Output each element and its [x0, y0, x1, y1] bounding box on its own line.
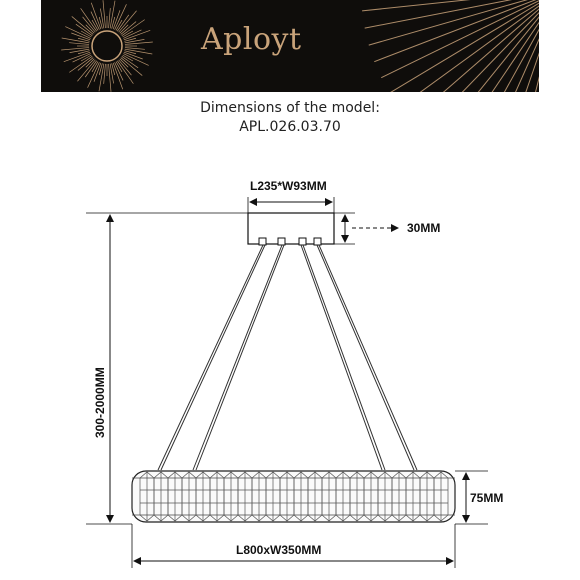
- suspension-height-label: 300-2000MM: [93, 367, 107, 438]
- canopy-dimension-label: L235*W93MM: [250, 179, 327, 193]
- model-number: APL.026.03.70: [239, 119, 341, 135]
- canopy-height-label: 30MM: [407, 221, 441, 235]
- body-size-label: L800xW350MM: [236, 543, 322, 557]
- suspension-cables: [158, 245, 417, 470]
- body-height-label: 75MM: [470, 491, 504, 505]
- brand-logo: Aployt: [201, 22, 302, 57]
- heading-title: Dimensions of the model:: [200, 100, 380, 116]
- chandelier-body: [132, 471, 455, 522]
